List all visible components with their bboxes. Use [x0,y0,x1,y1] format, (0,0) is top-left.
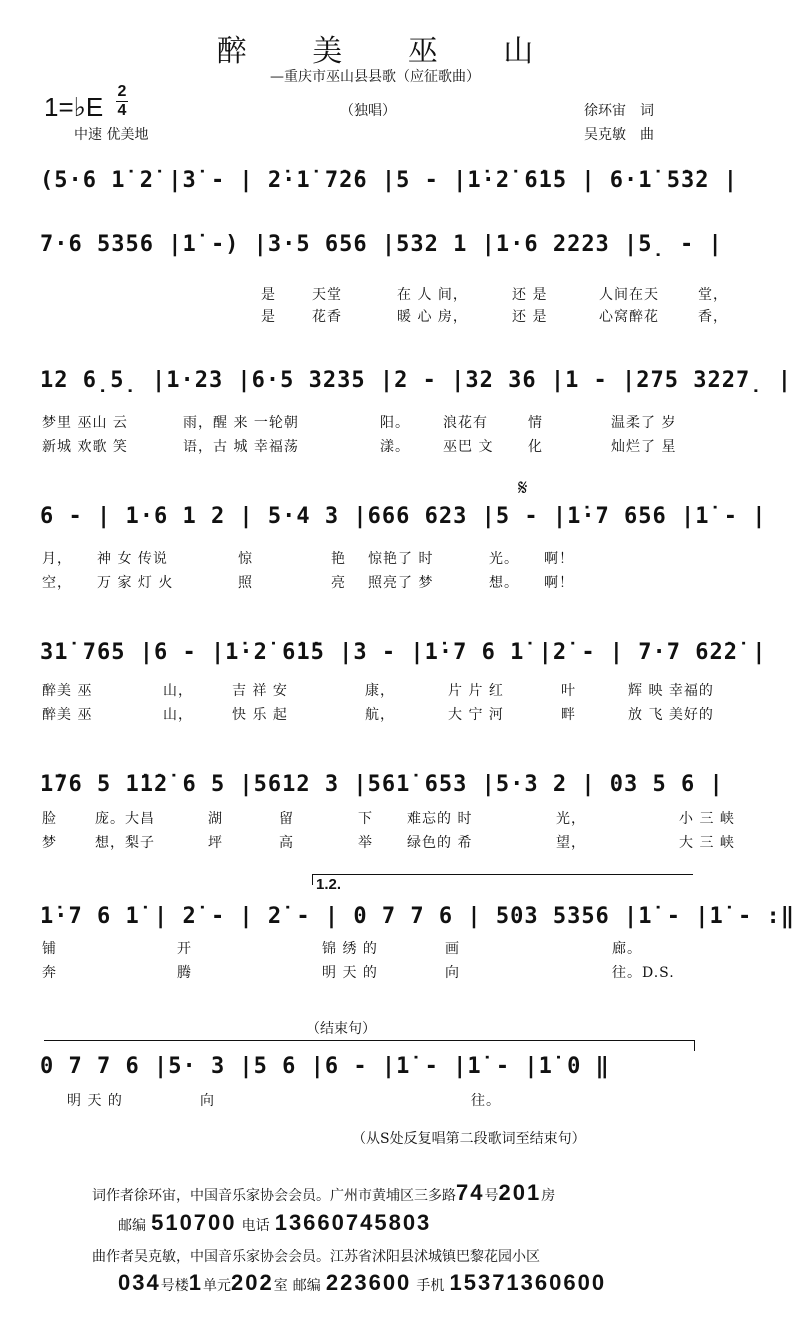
song-title: 醉 美 巫 山 [216,34,562,69]
coda-bracket [44,1040,695,1051]
lyric-row-5b: 醉美 巫 山， 快 乐 起 航， 大 宁 河 畔 放 飞 美好的 [42,707,714,723]
time-signature [116,84,128,119]
lyric-row-3b: 新城 欢歌 笑 语，古 城 幸福荡 漾。 巫巴 文 化 灿烂了 星 [42,439,677,455]
tempo-marking: 中速 优美地 [74,127,149,143]
time-bottom: 4 [117,102,127,119]
volta-bracket [312,874,693,885]
coda-label: （结束句） [306,1021,376,1037]
lyric-row-4b: 空， 万 家 灯 火 照 亮 照亮了 梦 想。 啊！ [42,575,574,591]
composer-credit: 吴克敏 曲 [584,127,654,143]
lyricist-contact-line: 邮编 510700 电话 13660745803 [118,1210,432,1235]
lyricist-info-line: 词作者徐环宙，中国音乐家协会会员。广州市黄埔区三多路74号201房 [92,1180,556,1205]
composer-info-line: 曲作者吴克敏，中国音乐家协会会员。江苏省沭阳县沭城镇巴黎花园小区 [92,1249,540,1265]
lyricist-credit: 徐环宙 词 [584,103,654,119]
lyric-row-7a: 铺 开 锦 绣 的 画 廊。 [42,941,642,957]
lyric-row-3a: 梦里 巫山 云 雨，醒 来 一轮朝 阳。 浪花有 情 温柔了 岁 [42,415,677,431]
key-signature: 1=♭E [44,92,104,122]
lyric-row-2b: 是 花香 暖 心 房， 还 是 心窝醉花 香， [261,309,728,325]
score-line-1: (5·6 1̇ 2̇ |3̇ - | 2̇·1̇ 7̇2̇6 |5 - |1̇·2̇ 6̇1̇5 | 6·1̇ 5̇3̇2 | [40,168,739,193]
lyric-row-6b: 梦 想，梨子 坪 高 举 绿色的 希 望， 大 三 峡 [42,835,735,851]
score-line-8: 0 7 7 6 |5· 3 |5 6 |6 - |1̇ - |1̇ - |1̇ 0 ‖ [40,1054,610,1079]
volta-label: 1.2. [316,876,342,893]
score-line-3: 12 6̣5̣ |1·23 |6·5 3235 |2 - |32 36 |1 - |275 3227̣ | [40,368,792,393]
segno-sign: 𝄋 [518,476,528,501]
lyric-row-6a: 脸 庞。大昌 湖 留 下 难忘的 时 光， 小 三 峡 [42,811,735,827]
song-subtitle: —重庆市巫山县县歌（应征歌曲） [270,69,480,85]
score-line-7: 1̇·7 6 1̇ | 2̇ - | 2̇ - | 0 7 7 6 | 503 5356 |1̇ - |1̇ - :‖ [40,904,795,929]
performance-type: （独唱） [340,103,396,119]
lyric-row-4a: 月， 神 女 传说 惊 艳 惊艳了 时 光。 啊！ [42,551,574,567]
composer-contact-line: 034号楼1单元202室 邮编 223600 手机 15371360600 [118,1270,607,1295]
repeat-instruction: （从S处反复唱第二段歌词至结束句） [352,1131,586,1147]
lyric-row-2a: 是 天堂 在 人 间， 还 是 人间在天 堂， [261,287,728,303]
score-line-2: 7·6 5356 |1̇ -) |3·5 656 |532 1 |1·6 2223 |5̣ - | [40,232,723,257]
score-line-4: 6 - | 1·6 1 2 | 5·4 3 |666 623 |5 - |1̇·7 656 |1̇ - | [40,504,767,529]
score-line-5: 31̇ 765 |6 - |1̇·2̇ 6̇1̇5 |3 - |1̇·7 6 1̇ |2̇ - | 7·7 62̇2̇ | [40,640,767,665]
lyric-row-5a: 醉美 巫 山， 吉 祥 安 康， 片 片 红 叶 辉 映 幸福的 [42,683,714,699]
score-line-6: 1̇76 5 1̇1̇2̇ 6 5 |5612 3 |561̇ 653 |5·3 2 | 03 5 6 | [40,772,724,797]
lyric-row-7b: 奔 腾 明 天 的 向 往。D.S. [42,965,675,981]
time-top: 2 [117,83,127,100]
lyric-row-8: 明 天 的 向 往。 [67,1093,501,1109]
